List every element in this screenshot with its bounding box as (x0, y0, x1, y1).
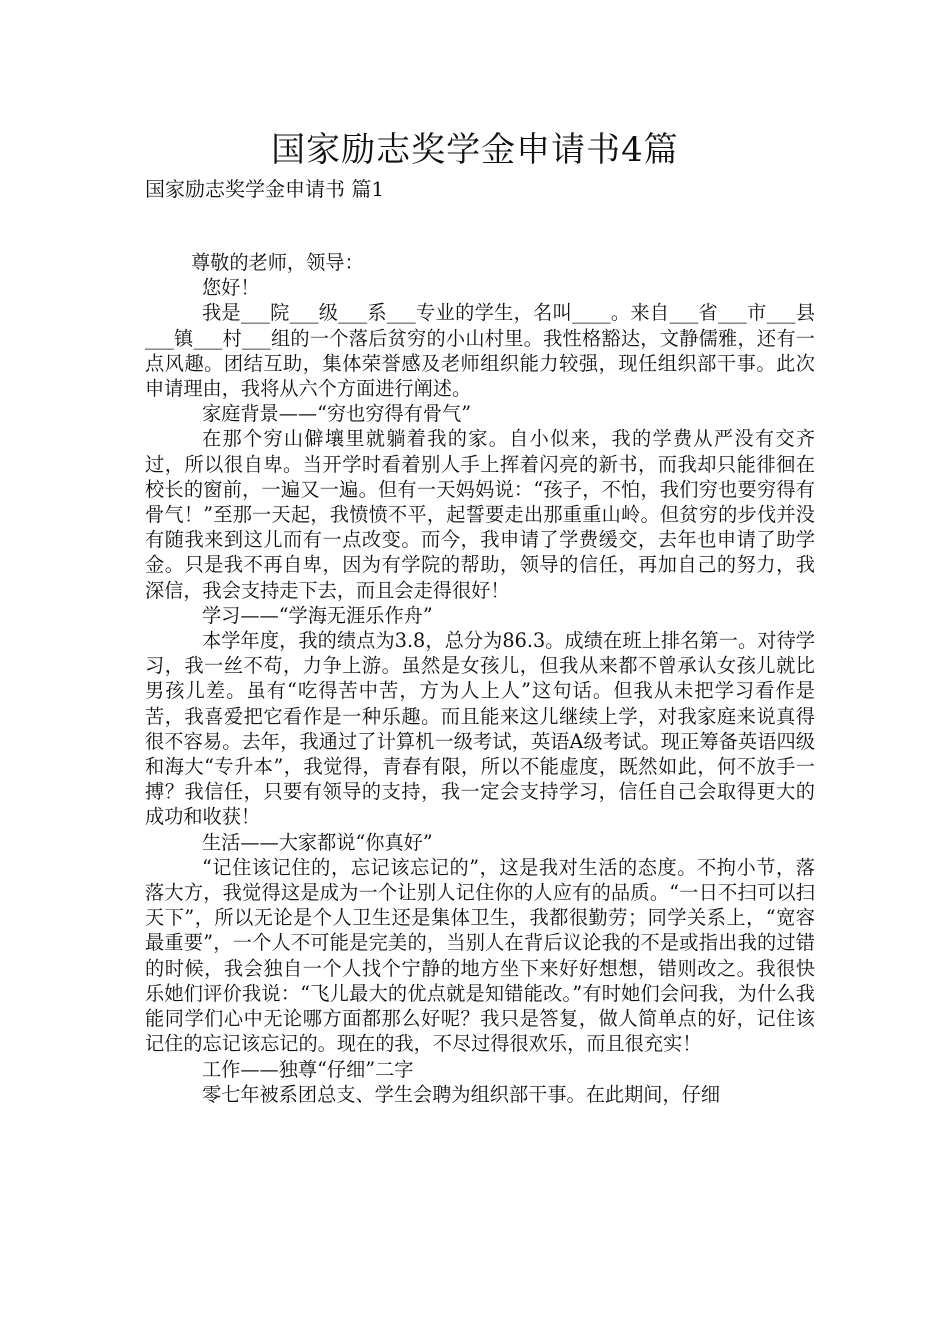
section-heading-study: 学习——“学海无涯乐作舟” (202, 603, 433, 627)
intro-paragraph: 我是___院___级___系___专业的学生，名叫____。来自___省___市___县___镇___村___组的一个落后贫穷的小山村里。我性格豁达，文静儒雅，还有一点风趣。团结互助，集体荣誉感及老师组织能力较强，现任组织部干事。此次申请理由，我将从六个方面进行阐述。 (145, 301, 815, 401)
greeting-line: 您好！ (202, 276, 260, 300)
section-heading-family: 家庭背景——“穷也穷得有骨气” (202, 402, 472, 426)
salutation: 尊敬的老师，领导： (191, 251, 364, 274)
section-heading-work: 工作——独尊“仔细”二字 (202, 1057, 414, 1081)
document-body (145, 250, 815, 1107)
section-heading-life: 生活——大家都说“你真好” (202, 830, 433, 854)
study-paragraph: 本学年度，我的绩点为3.8，总分为86.3。成绩在班上排名第一。对待学习，我一丝不苟，力争上游。虽然是女孩儿，但我从来都不曾承认女孩儿就比男孩儿差。虽有“吃得苦中苦，方为人上人”这句话。但我从未把学习看作是苦，我喜爱把它看作是一种乐趣。而且能来这儿继续上学，对我家庭来说真得很不容易。去年，我通过了计算机一级考试，英语A级考试。现正筹备英语四级和海大“专升本”，我觉得，青春有限，所以不能虚度，既然如此，何不放手一搏？我信任，只要有领导的支持，我一定会支持学习，信任自己会取得更大的成功和收获！ (145, 629, 815, 829)
document-subtitle: 国家励志奖学金申请书 篇1 (145, 177, 385, 201)
work-paragraph: 零七年被系团总支、学生会聘为组织部干事。在此期间，仔细 (202, 1082, 721, 1106)
family-paragraph: 在那个穷山僻壤里就躺着我的家。自小似来，我的学费从严没有交齐过，所以很自卑。当开学时看着别人手上挥着闪亮的新书，而我却只能徘徊在校长的窗前，一遍又一遍。但有一天妈妈说：“孩子，不怕，我们穷也要穷得有骨气！”至那一天起，我愤愤不平，起誓要走出那重重山岭。但贫穷的步伐并没有随我来到这儿而有一点改变。而今，我申请了学费缓交，去年也申请了助学金。只是我不再自卑，因为有学院的帮助，领导的信任，再加自己的努力，我深信，我会支持走下去，而且会走得很好！ (145, 427, 815, 602)
life-paragraph: “记住该记住的，忘记该忘记的”，这是我对生活的态度。不拘小节，落落大方，我觉得这是成为一个让别人记住你的人应有的品质。“一日不扫可以扫天下”，所以无论是个人卫生还是集体卫生，我都很勤劳；同学关系上，“宽容最重要”，一个人不可能是完美的，当别人在背后议论我的不是或指出我的过错的时候，我会独自一个人找个宁静的地方坐下来好好想想，错则改之。我很快乐她们评价我说：“飞儿最大的优点就是知错能改。”有时她们会问我，为什么我能同学们心中无论哪方面都那么好呢？我只是答复，做人简单点的好，记住该记住的忘记该忘记的。现在的我，不尽过得很欢乐，而且很充实！ (145, 855, 815, 1056)
document-title: 国家励志奖学金申请书4篇 (271, 130, 679, 170)
